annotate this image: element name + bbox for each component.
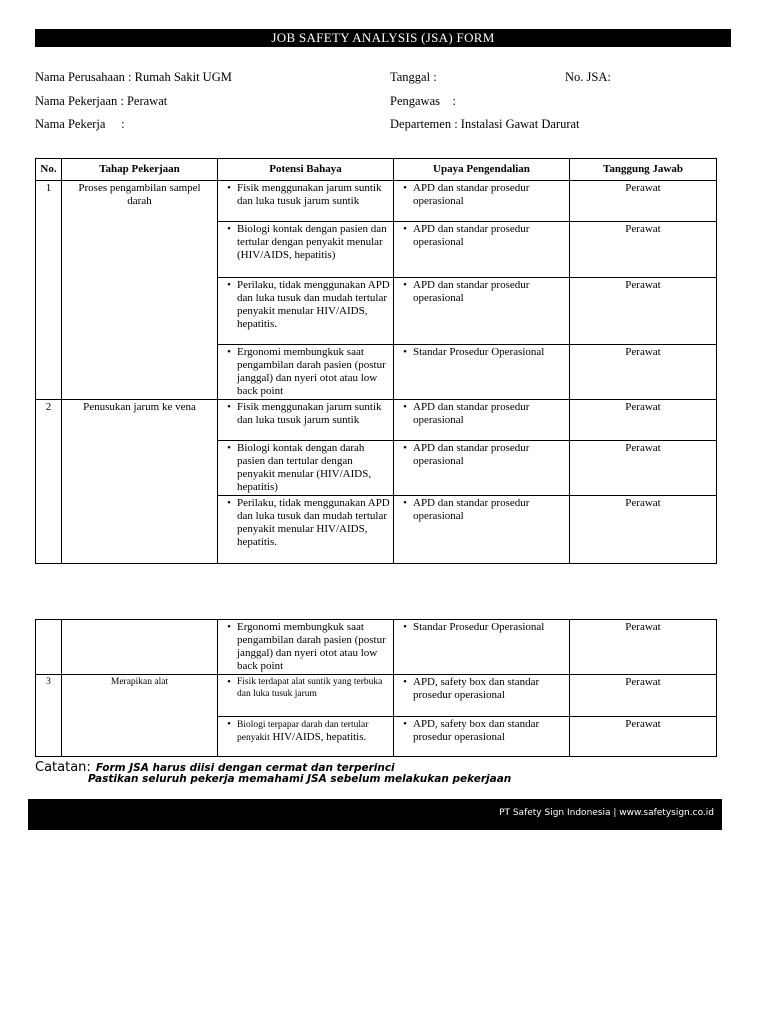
control-text: APD, safety box dan standar prosedur operasional	[413, 676, 540, 701]
table-row	[36, 181, 717, 222]
control-cell	[394, 496, 570, 564]
header-control: Upaya Pengendalian	[394, 159, 570, 181]
notes-line-2: Pastikan seluruh pekerja memahami JSA sebelum melakukan pekerjaan	[88, 773, 512, 785]
step-number	[36, 620, 62, 675]
step-number: 3	[36, 675, 62, 757]
header-hazard: Potensi Bahaya	[218, 159, 394, 181]
responsibility-cell: Perawat	[570, 222, 717, 278]
step-number: 1	[36, 181, 62, 400]
responsibility-cell: Perawat	[570, 496, 717, 564]
control-cell	[394, 675, 570, 717]
bullet-icon: •	[227, 676, 231, 688]
table-row	[36, 675, 717, 717]
hazard-text: Ergonomi membungkuk saat pengambilan darah pasien (postur janggal) dan nyeri otot atau low back point	[237, 621, 386, 672]
bullet-icon: •	[403, 401, 407, 413]
control-text: APD dan standar prosedur operasional	[413, 182, 530, 207]
responsibility-cell: Perawat	[570, 345, 717, 400]
step-number: 2	[36, 400, 62, 564]
jsa-table-1	[35, 158, 717, 564]
responsibility-cell: Perawat	[570, 181, 717, 222]
company-name: Nama Perusahaan : Rumah Sakit UGM	[35, 70, 232, 84]
responsibility-cell: Perawat	[570, 620, 717, 675]
bullet-icon: •	[227, 223, 231, 235]
hazard-text: Fisik terdapat alat suntik yang terbuka dan luka tusuk jarum	[237, 677, 383, 699]
bullet-icon: •	[403, 497, 407, 509]
header-step: Tahap Pekerjaan	[62, 159, 218, 181]
bullet-icon: •	[227, 718, 231, 730]
control-cell	[394, 222, 570, 278]
control-cell	[394, 441, 570, 496]
bullet-icon: •	[403, 621, 407, 633]
worker-name: Nama Pekerja :	[35, 117, 125, 131]
control-text: APD dan standar prosedur operasional	[413, 497, 530, 522]
bullet-icon: •	[403, 346, 407, 358]
bullet-icon: •	[227, 346, 231, 358]
hazard-cell	[218, 345, 394, 400]
notes-line-1: Form JSA harus diisi dengan cermat dan terperinci	[95, 762, 395, 774]
control-text: APD dan standar prosedur operasional	[413, 223, 530, 248]
hazard-text: Fisik menggunakan jarum suntik dan luka tusuk jarum suntik	[237, 401, 382, 426]
header-responsibility: Tanggung Jawab	[570, 159, 717, 181]
hazard-cell	[218, 181, 394, 222]
bullet-icon: •	[227, 497, 231, 509]
hazard-text: Fisik menggunakan jarum suntik dan luka tusuk jarum suntik	[237, 182, 382, 207]
responsibility-cell: Perawat	[570, 278, 717, 345]
bullet-icon: •	[403, 182, 407, 194]
hazard-text: Biologi terpapar darah dan tertular penyakit	[237, 720, 369, 743]
date-field: Tanggal :	[390, 70, 437, 84]
hazard-cell	[218, 400, 394, 441]
control-cell	[394, 278, 570, 345]
bullet-icon: •	[227, 621, 231, 633]
control-text: APD dan standar prosedur operasional	[413, 442, 530, 467]
hazard-text: Biologi kontak dengan darah pasien dan tertular dengan penyakit menular (HIV/AIDS, hepatitis)	[237, 442, 372, 493]
bullet-icon: •	[403, 676, 407, 688]
responsibility-cell: Perawat	[570, 441, 717, 496]
jsa-number: No. JSA:	[565, 70, 611, 84]
hazard-cell	[218, 496, 394, 564]
control-cell	[394, 620, 570, 675]
step-name: Merapikan alat	[62, 675, 218, 757]
job-name: Nama Pekerjaan : Perawat	[35, 94, 168, 108]
control-text: Standar Prosedur Operasional	[413, 621, 545, 633]
hazard-text: Biologi kontak dengan pasien dan tertular dengan penyakit menular (HIV/AIDS, hepatitis)	[237, 223, 387, 261]
control-text: APD, safety box dan standar prosedur operasional	[413, 718, 540, 743]
hazard-cell	[218, 620, 394, 675]
department: Departemen : Instalasi Gawat Darurat	[390, 117, 580, 131]
form-title: JOB SAFETY ANALYSIS (JSA) FORM	[35, 29, 731, 47]
supervisor-field: Pengawas :	[390, 94, 456, 108]
step-name: Proses pengambilan sampel darah	[62, 181, 218, 400]
jsa-table-2	[35, 619, 717, 757]
responsibility-cell: Perawat	[570, 400, 717, 441]
bullet-icon: •	[227, 279, 231, 291]
hazard-text: Perilaku, tidak menggunakan APD dan luka tusuk dan mudah tertular penyakit menular HIV/AIDS, hepatitis.	[237, 497, 390, 548]
step-name	[62, 620, 218, 675]
table-row	[36, 620, 717, 675]
control-cell	[394, 181, 570, 222]
bullet-icon: •	[403, 223, 407, 235]
control-cell	[394, 400, 570, 441]
footer-text: PT Safety Sign Indonesia | www.safetysign.co.id	[499, 808, 714, 818]
hazard-text: Perilaku, tidak menggunakan APD dan luka tusuk dan mudah tertular penyakit menular HIV/AIDS, hepatitis.	[237, 279, 390, 330]
notes-label: Catatan:	[35, 760, 91, 775]
control-text: Standar Prosedur Operasional	[413, 346, 545, 358]
control-text: APD dan standar prosedur operasional	[413, 279, 530, 304]
hazard-text: Ergonomi membungkuk saat pengambilan darah pasien (postur janggal) dan nyeri otot atau low back point	[237, 346, 386, 397]
responsibility-cell: Perawat	[570, 675, 717, 717]
bullet-icon: •	[227, 182, 231, 194]
header-no: No.	[36, 159, 62, 181]
bullet-icon: •	[227, 442, 231, 454]
table-row	[36, 400, 717, 441]
hazard-cell	[218, 278, 394, 345]
hazard-cell	[218, 441, 394, 496]
footer-bar	[28, 799, 722, 830]
hazard-cell	[218, 222, 394, 278]
step-name: Penusukan jarum ke vena	[62, 400, 218, 564]
hazard-text-continued: HIV/AIDS, hepatitis.	[272, 731, 367, 743]
table-header-row	[36, 159, 717, 181]
bullet-icon: •	[403, 279, 407, 291]
bullet-icon: •	[227, 401, 231, 413]
hazard-cell	[218, 717, 394, 757]
responsibility-cell: Perawat	[570, 717, 717, 757]
bullet-icon: •	[403, 718, 407, 730]
control-cell	[394, 345, 570, 400]
bullet-icon: •	[403, 442, 407, 454]
control-cell	[394, 717, 570, 757]
control-text: APD dan standar prosedur operasional	[413, 401, 530, 426]
hazard-cell	[218, 675, 394, 717]
